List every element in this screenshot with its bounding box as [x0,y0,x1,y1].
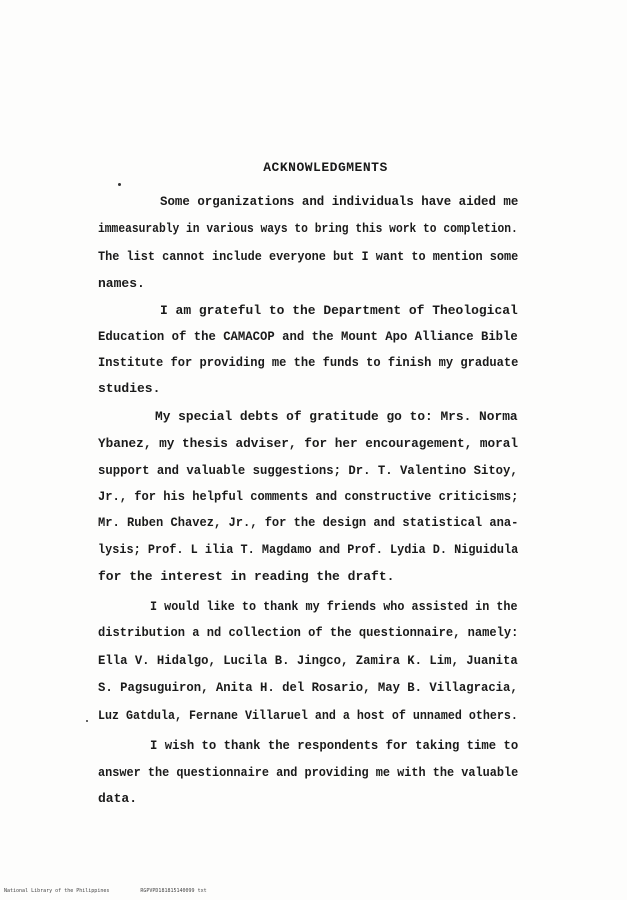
paragraph-line: I am grateful to the Department of Theological [160,303,518,318]
page-title: ACKNOWLEDGMENTS [263,160,388,175]
paragraph-line: S. Pagsuguiron, Anita H. del Rosario, May B. Villagracia, [98,680,518,695]
paragraph-line: Jr., for his helpful comments and constructive criticisms; [98,489,519,504]
paragraph-line: studies. [98,381,161,396]
paragraph-line: immeasurably in various ways to bring this work to completion. [98,221,518,236]
paragraph-line: lysis; Prof. L ilia T. Magdamo and Prof. Lydia D. Niguidula [98,542,519,557]
paragraph-line: distribution a nd collection of the questionnaire, namely: [98,625,519,640]
paragraph-line: I wish to thank the respondents for taking time to [150,738,519,753]
paragraph-line: The list cannot include everyone but I want to mention some [98,249,519,264]
paragraph-line: My special debts of gratitude go to: Mrs. Norma [155,409,518,424]
scan-footer [4,888,235,894]
paragraph-line: Institute for providing me the funds to finish my graduate [98,355,519,370]
paragraph-line: answer the questionnaire and providing me with the valuable [98,765,519,780]
paragraph-line: Ella V. Hidalgo, Lucila B. Jingco, Zamira K. Lim, Juanita [98,653,518,668]
paragraph-line: support and valuable suggestions; Dr. T. Valentino Sitoy, [98,463,518,478]
scan-speck [86,720,88,722]
paragraph-line: data. [98,791,138,806]
paragraph-line: Education of the CAMACOP and the Mount Apo Alliance Bible [98,329,518,344]
footer-code: RGPVPD181815140099 txt [140,888,207,894]
paragraph-line: Mr. Ruben Chavez, Jr., for the design and statistical ana- [98,515,519,530]
paragraph-line: names. [98,276,145,291]
paragraph-line: Luz Gatdula, Fernane Villaruel and a host of unnamed others. [98,708,518,723]
footer-library: National Library of the Philippines [4,888,110,894]
scan-speck [118,183,121,186]
paragraph-line: Ybanez, my thesis adviser, for her encouragement, moral [98,436,519,451]
paragraph-line: Some organizations and individuals have aided me [160,194,519,209]
paragraph-line: for the interest in reading the draft. [98,569,395,584]
paragraph-line: I would like to thank my friends who assisted in the [150,599,518,614]
